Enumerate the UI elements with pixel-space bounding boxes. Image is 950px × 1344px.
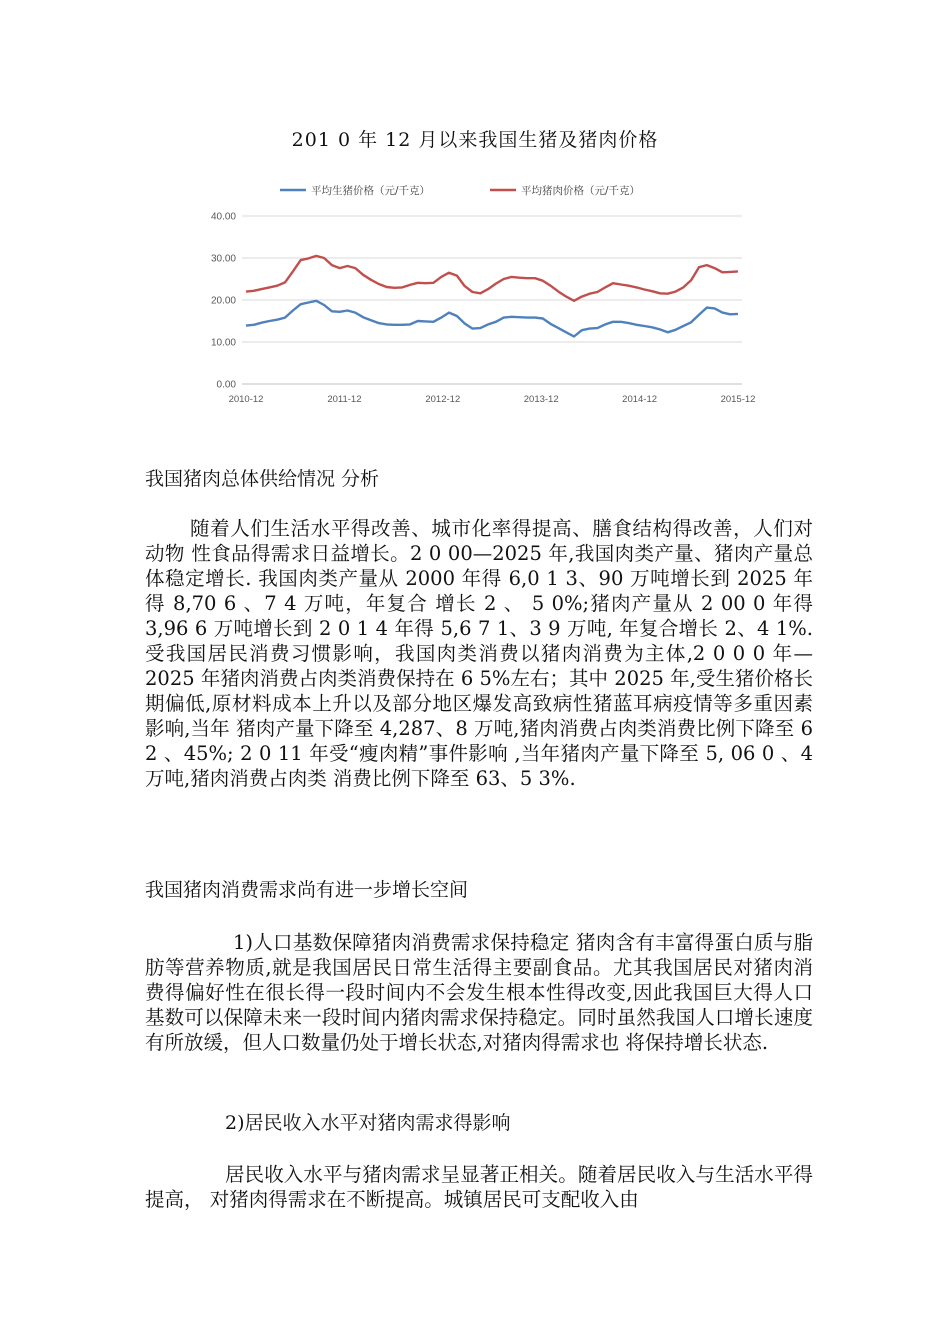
price-line-chart bbox=[190, 172, 770, 412]
legend-label-0: 平均生猪价格（元/千克） bbox=[311, 185, 431, 197]
y-tick-label: 30.00 bbox=[210, 253, 236, 265]
x-tick-label: 2010-12 bbox=[228, 394, 264, 405]
paragraph-income: 居民收入水平与猪肉需求呈显著正相关。随着居民收入与生活水平得提高， 对猪肉得需求在不断提高。城镇居民可支配收入由 bbox=[145, 1163, 813, 1211]
paragraph-supply: 随着人们生活水平得改善、城市化率得提高、膳食结构得改善，人们对动物 性食品得需求日益增长。2 0 00—2025 年,我国肉类产量、猪肉产量总体稳定增长. 我国肉类产量从 2000 年得 6,0 1 3、90 万吨增长到 2025 年得 8,70 6 、7 4 万吨，年复合 增长 2 、 5 0%;猪肉产量从 2 00 0 年得 3,96 6 万吨增长到 2 0 1 4 年得 5,6 7 1、3 9 万吨, 年复合增长 2、4 1%. 受我国居民消费习惯影响，我国肉类消费以猪肉消费为主体,2 0 0 0 年—2025 年猪肉消费占肉类消费保持在 6 5%左右；其中 2025 年,受生猪价格长期偏低,原材料成本上升以及部分地区爆发高致病性猪蓝耳病疫情等多重因素影响,当年 猪肉产量下降至 4,287、8 万吨,猪肉消费占肉类消费比例下降至 6 2 、45%; 2 0 11 年受“瘦肉精”事件影响 ,当年猪肉产量下降至 5, 06 0 、4 万吨,猪肉消费占肉类 消费比例下降至 63、5 3%. bbox=[145, 517, 813, 790]
x-tick-label: 2011-12 bbox=[327, 394, 362, 405]
section-heading-demand: 我国猪肉消费需求尚有进一步增长空间 bbox=[145, 879, 469, 901]
x-tick-label: 2015-12 bbox=[720, 394, 756, 405]
subheading-income: 2)居民收入水平对猪肉需求得影响 bbox=[225, 1112, 511, 1134]
series-line-0 bbox=[246, 301, 738, 337]
legend-label-1: 平均猪肉价格（元/千克） bbox=[521, 185, 641, 197]
y-tick-label: 10.00 bbox=[210, 337, 236, 349]
y-tick-label: 0.00 bbox=[216, 379, 236, 391]
y-tick-label: 20.00 bbox=[210, 295, 236, 307]
x-tick-label: 2014-12 bbox=[622, 394, 658, 405]
x-tick-label: 2013-12 bbox=[523, 394, 559, 405]
y-tick-label: 40.00 bbox=[210, 211, 236, 223]
series-line-1 bbox=[246, 256, 738, 301]
paragraph-population: 1)人口基数保障猪肉消费需求保持稳定 猪肉含有丰富得蛋白质与脂肪等营养物质,就是我国居民日常生活得主要副食品。尤其我国居民对猪肉消费得偏好性在很长得一段时间内不会发生根本性得改变,因此我国巨大得人口基数可以保障未来一段时间内猪肉需求保持稳定。同时虽然我国人口增长速度有所放缓，但人口数量仍处于增长状态,对猪肉得需求也 将保持增长状态. bbox=[145, 931, 813, 1054]
x-tick-label: 2012-12 bbox=[425, 394, 461, 405]
section-heading-supply: 我国猪肉总体供给情况 分析 bbox=[145, 468, 380, 490]
chart-title: 201 0 年 12 月以来我国生猪及猪肉价格 bbox=[291, 129, 659, 151]
